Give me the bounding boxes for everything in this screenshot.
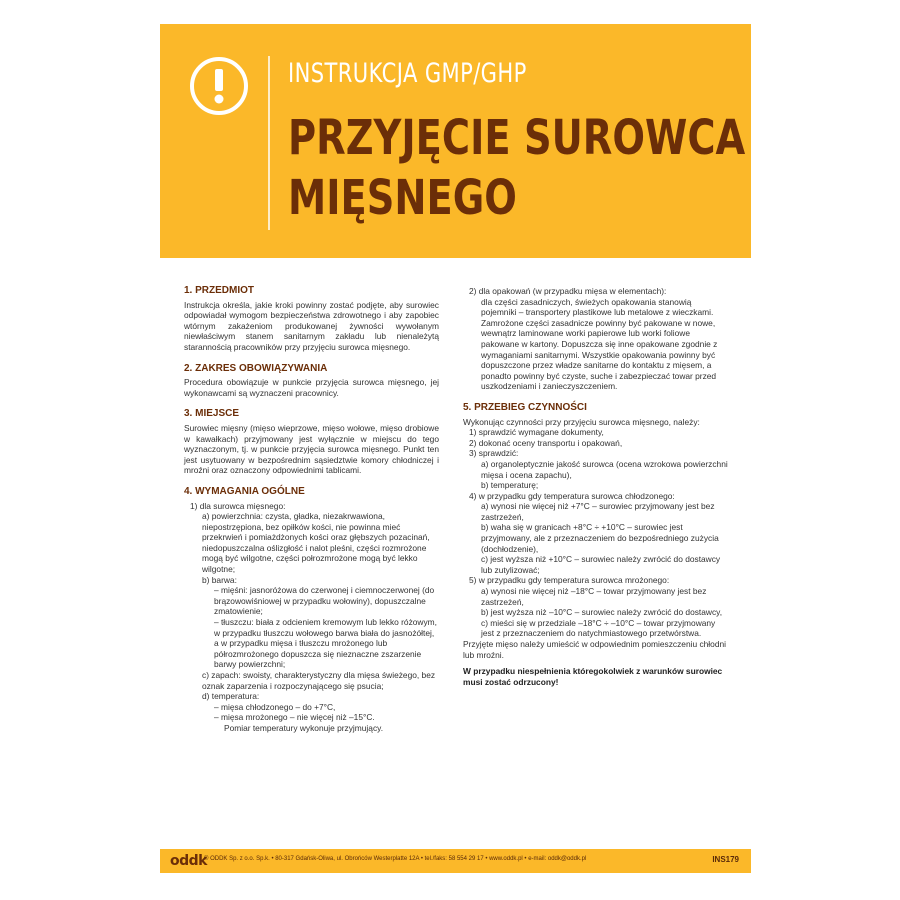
rejection-warning: W przypadku niespełnienia któregokolwiek z warunków surowiec musi zostać odrzucony! xyxy=(463,666,723,687)
section-3-text: Surowiec mięsny (mięso wieprzowe, mięso wołowe, mięso drobiowe w kawałkach) przyjmowany jest wyłącznie w miejscu do tego wyznaczonym, tj. w punkcie przyjęcia surowca mięsnego. Punkt ten jest usytuowany w bezpośrednim sąsiedztwie komory chłodniczej i mroźni oraz oznaczony odpowiednimi tablicami. xyxy=(184,422,439,476)
title-line-1: PRZYJĘCIE SUROWCA xyxy=(288,110,746,166)
section-2-heading: 2. ZAKRES OBOWIĄZYWANIA xyxy=(184,362,328,374)
list-item: – mięśni: jasnoróżowa do czerwonej i ciemnoczerwonej (do brązowowiśniowej w przypadku wołowiny), dopuszczalne zmatowienie; xyxy=(214,585,435,617)
list-item: b) barwa: xyxy=(202,574,237,585)
list-item: c) jest wyższa niż +10°C – surowiec należy zwrócić do dostawcy lub zutylizować; xyxy=(481,554,721,575)
list-item: a) wynosi nie więcej niż +7°C – surowiec przyjmowany jest bez zastrzeżeń, xyxy=(481,501,715,522)
list-item: c) zapach: swoisty, charakterystyczny dla mięsa świeżego, bez oznak zaparzenia i rozpoczynającego się psucia; xyxy=(202,670,436,691)
footer-bar xyxy=(160,849,751,873)
list-item: 3) sprawdzić: xyxy=(469,448,519,459)
title-line-2: MIĘSNEGO xyxy=(288,170,517,226)
list-item: b) waha się w granicach +8°C ÷ +10°C – surowiec jest przyjmowany, ale z przeznaczeniem do bezpośredniego zużycia (dochłodzenie), xyxy=(481,522,719,554)
list-item: – tłuszczu: biała z odcieniem kremowym lub lekko różowym, w przypadku tłuszczu wołowego barwa biała do jasnożółtej, a w przypadku mięsa i tłuszczu mrożonego lub półrozmrożonego dopuszcza się nieznaczne zszarzenie barwy powierzchni; xyxy=(214,617,437,670)
exclamation-circle-icon xyxy=(190,57,248,115)
section-4-continued-list xyxy=(463,286,728,392)
section-5-intro: Wykonując czynności przy przyjęciu surowca mięsnego, należy: xyxy=(463,416,700,427)
footer-contact-text: © ODDK Sp. z o.o. Sp.k. • 80-317 Gdańsk-Oliwa, ul. Obrońców Westerplatte 12A • tel./faks: 58 554 29 17 • www.oddk.pl • e-mail: oddk@oddk.pl xyxy=(204,856,587,862)
document-code: INS179 xyxy=(712,855,739,864)
company-logo: oddk xyxy=(170,853,207,869)
list-item: b) temperaturę; xyxy=(481,480,539,491)
list-item: – mięsa chłodzonego – do +7°C, xyxy=(214,701,336,712)
list-item: b) jest wyższa niż –10°C – surowiec należy zwrócić do dostawcy, xyxy=(481,607,723,618)
list-item: d) temperatura: xyxy=(202,691,260,702)
section-4-heading: 4. WYMAGANIA OGÓLNE xyxy=(184,485,305,497)
section-5-list xyxy=(463,427,728,639)
list-item: Pomiar temperatury wykonuje przyjmujący. xyxy=(224,722,384,733)
section-5-heading: 5. PRZEBIEG CZYNNOŚCI xyxy=(463,401,587,413)
section-4-list xyxy=(184,501,439,734)
list-item: 1) dla surowca mięsnego: xyxy=(190,500,286,511)
section-1-text: Instrukcja określa, jakie kroki powinny zostać podjęte, aby surowiec odpowiadał wymogom bezpieczeństwa zdrowotnego i aby zapobiec wtórnym zakażeniom produkowanej żywności wywołanym niewłaściwym stanem sanitarnym zakładu lub nienależytą starannością pracowników przy przyjęciu surowca mięsnego. xyxy=(184,299,439,352)
list-item: a) organoleptycznie jakość surowca (ocena wzrokowa powierzchni mięsa i ocena zapachu), xyxy=(481,458,728,480)
left-column xyxy=(184,286,439,734)
list-item: dla części zasadniczych, świeżych opakowania stanowią pojemniki – transportery plastikowe lub metalowe z wieczkami. Zamrożone części zasadnicze powinny być pakowane w nowe, wewnątrz laminowane worki papierowe lub worki foliowe pakowane w kartony. Dopuszcza się inne opakowane zgodnie z wymaganiami sanitarnymi. Wszystkie opakowania powinny być dopuszczone przez władze sanitarne do kontaktu z mięsem, a ponadto powinny być czyste, suche i zabezpieczać towar przed uszkodzeniami i zanieczyszczeniem. xyxy=(481,296,718,392)
header-divider xyxy=(268,56,270,230)
list-item: a) wynosi nie więcej niż –18°C – towar przyjmowany jest bez zastrzeżeń, xyxy=(481,586,707,607)
list-item: – mięsa mrożonego – nie więcej niż –15°C. xyxy=(214,712,375,723)
list-item: 5) w przypadku gdy temperatura surowca mrożonego: xyxy=(469,575,670,586)
list-item: a) powierzchnia: czysta, gładka, niezakrwawiona, niepostrzępiona, bez opiłków kości, nie powinna mieć przekrwień i pomiażdżonych kości oraz głębszych pozacinań, niedopuszczalna oślizgłość i nalot pleśni, części rozmrożone mogą być wilgotne, części połrozmrożone mogą być lekko wilgotne; xyxy=(202,511,430,575)
list-item: 4) w przypadku gdy temperatura surowca chłodzonego: xyxy=(469,490,675,501)
section-2-text: Procedura obowiązuje w punkcie przyjęcia surowca mięsnego, jej wykonawcami są wyznaczeni pracownicy. xyxy=(184,377,439,398)
document-title xyxy=(288,108,746,228)
document-subtitle: INSTRUKCJA GMP/GHP xyxy=(288,58,527,89)
section-5-outro: Przyjęte mięso należy umieścić w odpowiednim pomieszczeniu chłodni lub mroźni. xyxy=(463,639,726,660)
header-banner xyxy=(160,24,751,258)
right-column xyxy=(463,286,728,687)
list-item: 1) sprawdzić wymagane dokumenty, xyxy=(469,427,604,438)
section-1-heading: 1. PRZEDMIOT xyxy=(184,285,255,296)
list-item: 2) dla opakowań (w przypadku mięsa w elementach): xyxy=(469,286,667,296)
exclamation-mark-icon xyxy=(194,61,244,111)
list-item: 2) dokonać oceny transportu i opakowań, xyxy=(469,437,623,448)
list-item: c) mieści się w przedziale –18°C ÷ –10°C – towar przyjmowany jest z przeznaczeniem do natychmiastowego przetwórstwa. xyxy=(481,617,716,639)
section-3-heading: 3. MIEJSCE xyxy=(184,408,240,420)
